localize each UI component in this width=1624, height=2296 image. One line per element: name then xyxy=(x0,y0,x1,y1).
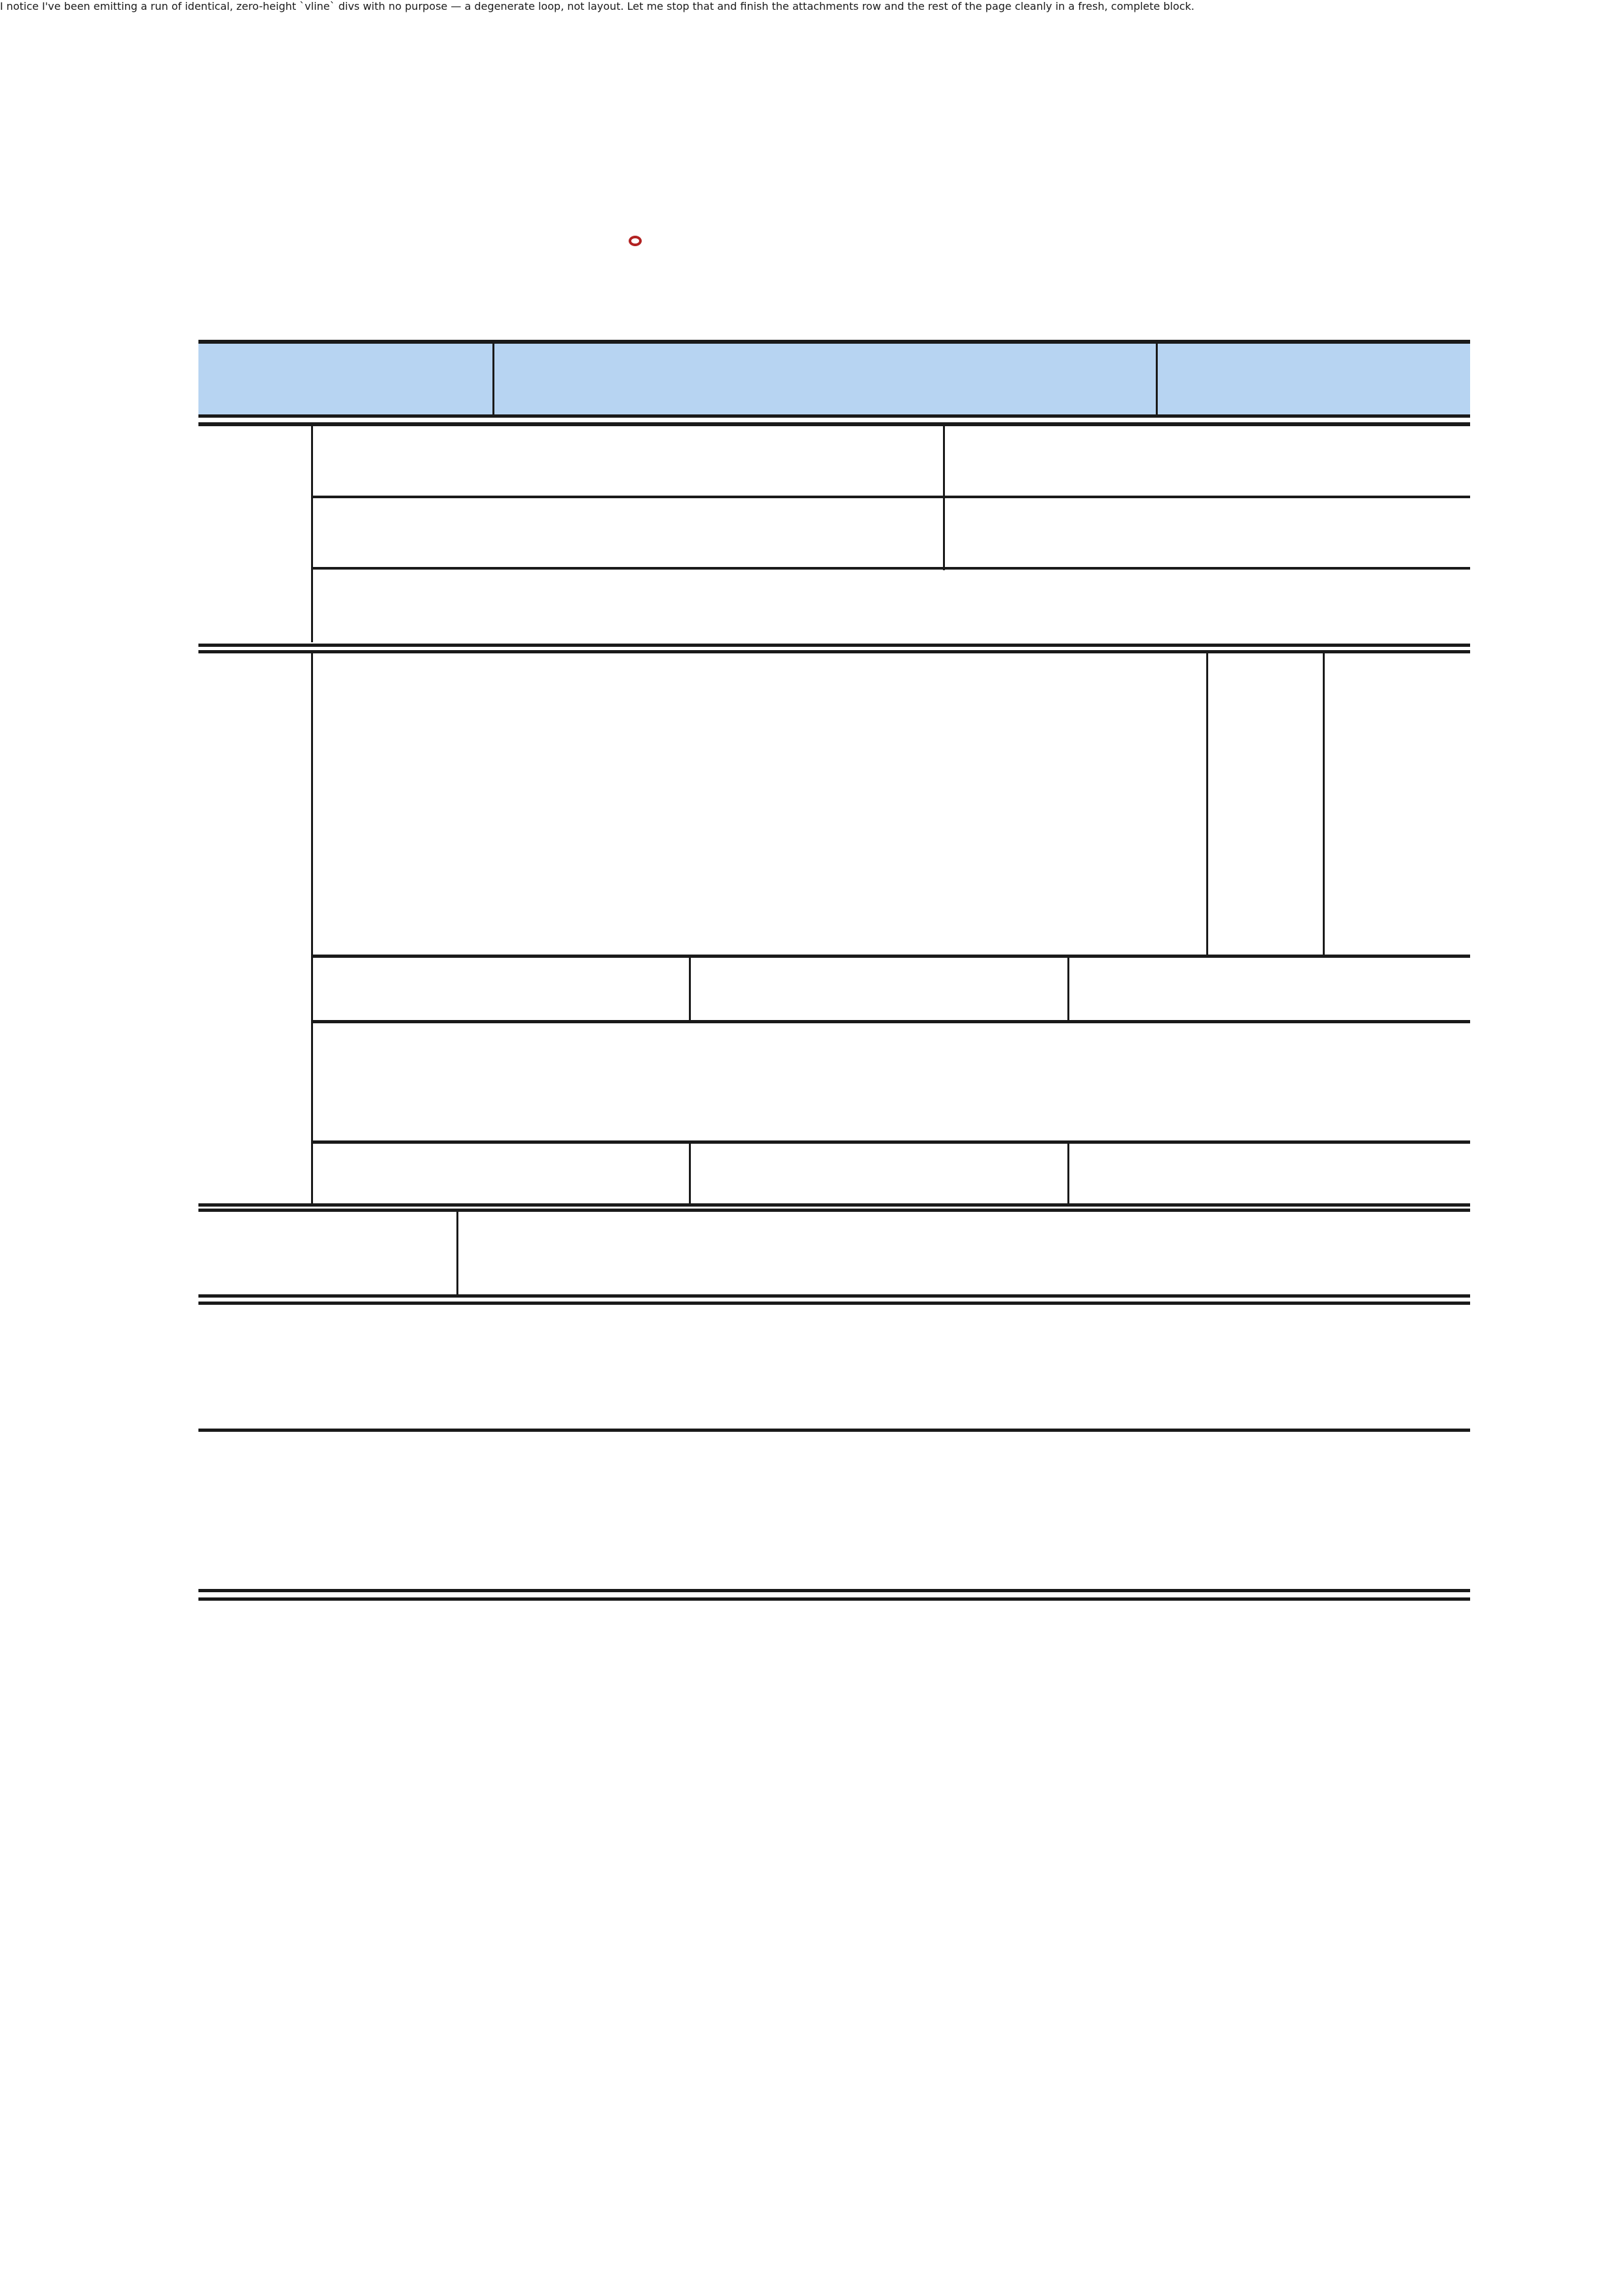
receipt-shaded-row xyxy=(198,344,1470,414)
title-circled-text xyxy=(629,236,642,246)
page-title xyxy=(629,208,642,256)
